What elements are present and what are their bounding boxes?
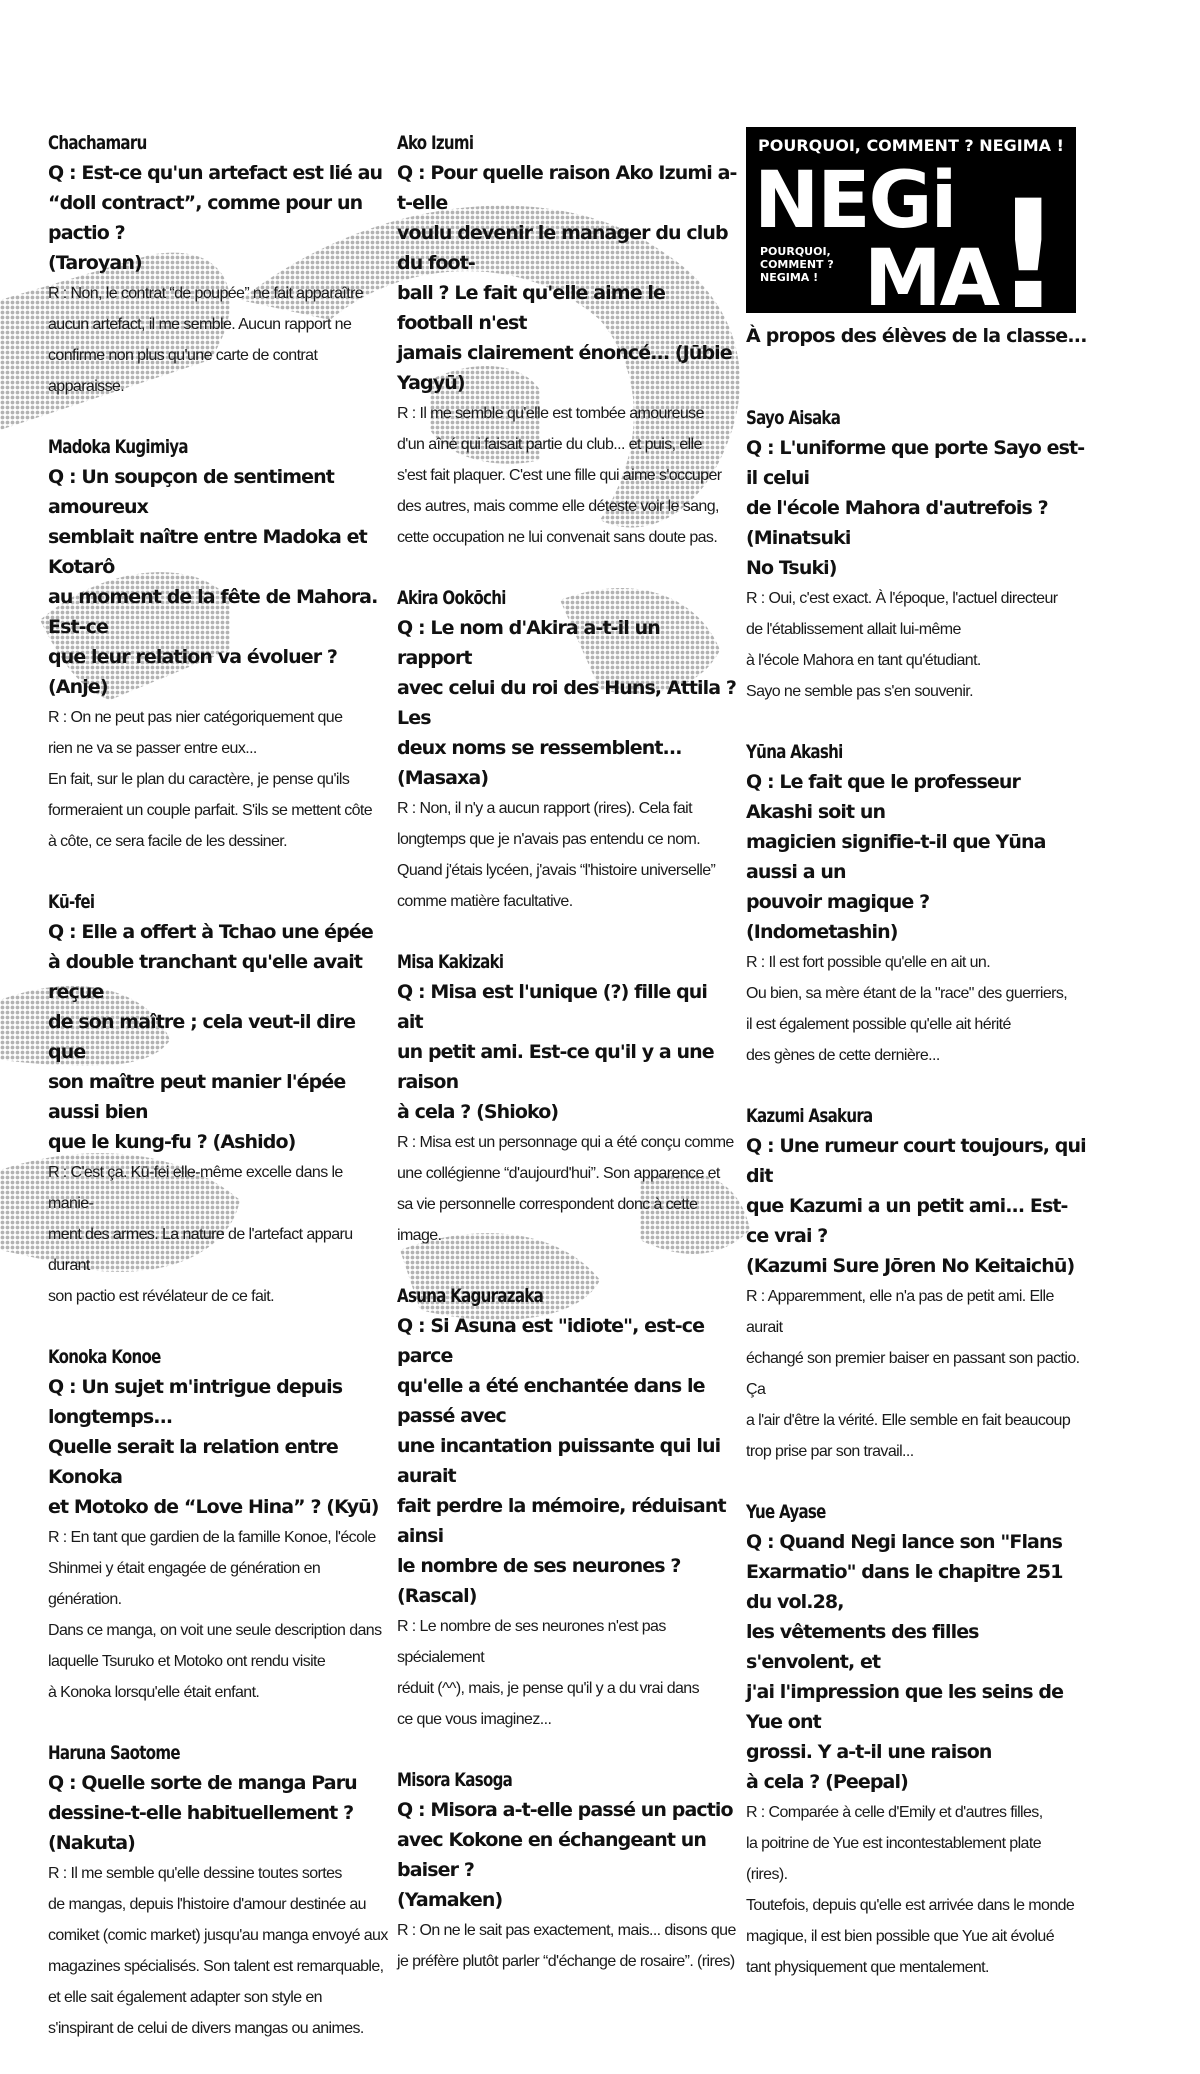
logo-exclaim: ! bbox=[994, 169, 1063, 313]
question: Q : L'uniforme que porte Sayo est-il celui de l'école Mahora d'autrefois ? (Minatsuki No Tsuki) bbox=[746, 437, 1085, 579]
question: Q : Quelle sorte de manga Paru dessine-t-elle habituellement ? (Nakuta) bbox=[48, 1772, 357, 1854]
answer: R : Il est fort possible qu'elle en ait un. Ou bien, sa mère étant de la "race" des guerriers, il est également possible qu'elle ait hérité des gènes de cette dernière... bbox=[746, 954, 1068, 1064]
student-name: Asuna Kagurazaka bbox=[397, 1285, 544, 1307]
question: Q : Si Asuna est "idiote", est-ce parce qu'elle a été enchantée dans le passé avec une incantation puissante qui lui aurait fait perdre la mémoire, réduisant ainsi le nombre de ses neurones ? (Rascal) bbox=[397, 1315, 726, 1607]
negima-logo-art bbox=[746, 127, 1076, 313]
answer: R : Il me semble qu'elle dessine toutes sortes de mangas, depuis l'histoire d'amour destinée au comiket (comic market) jusqu'au manga envoyé aux magazines spécialisés. Son talent est remarquable, et elle sait également adapter son style en s'inspirant de celui de divers mangas ou animes. bbox=[48, 1865, 388, 2037]
answer: R : Le nombre de ses neurones n'est pas spécialement réduit (^^), mais, je pense qu'il y a du vrai dans ce que vous imaginez... bbox=[397, 1618, 700, 1728]
logo-small-line-3: NEGIMA ! bbox=[760, 271, 819, 284]
student-name: Misora Kasoga bbox=[397, 1769, 513, 1791]
question: Q : Misa est l'unique (?) fille qui ait un petit ami. Est-ce qu'il y a une raison à cela ? (Shioko) bbox=[397, 981, 714, 1123]
answer: R : Oui, c'est exact. À l'époque, l'actuel directeur de l'établissement allait lui-même à l'école Mahora en tant qu'étudiant. Sayo ne semble pas s'en souvenir. bbox=[746, 590, 1058, 700]
column-3-entries bbox=[746, 403, 1086, 2013]
question: Q : Le nom d'Akira a-t-il un rapport avec celui du roi des Huns, Attila ? Les deux noms se ressemblent... (Masaxa) bbox=[397, 617, 737, 789]
logo-small-line-2: COMMENT ? bbox=[760, 258, 834, 271]
negima-logo bbox=[746, 127, 1076, 313]
qa-entry bbox=[746, 1101, 1086, 1467]
answer: R : Misa est un personnage qui a été conçu comme une collégienne “d'aujourd'hui”. Son apparence et sa vie personnelle correspondent donc à cette image. bbox=[397, 1134, 734, 1244]
column-1 bbox=[48, 128, 388, 2074]
qa-entry bbox=[746, 1497, 1086, 1983]
answer: R : Il me semble qu'elle est tombée amoureuse d'un aîné qui faisait partie du club... et puis, elle s'est fait plaquer. C'est une fille qui aime s'occuper des autres, mais comme elle déteste voir le sang, cette occupation ne lui convenait sans doute pas. bbox=[397, 405, 722, 546]
question: Q : Un sujet m'intrigue depuis longtemps... Quelle serait la relation entre Konoka et Motoko de “Love Hina” ? (Kyū) bbox=[48, 1376, 379, 1518]
qa-entry bbox=[48, 1342, 388, 1708]
student-name: Yue Ayase bbox=[746, 1501, 826, 1523]
student-name: Kū-fei bbox=[48, 891, 95, 913]
logo-banner: POURQUOI, COMMENT ? NEGIMA ! bbox=[758, 136, 1064, 155]
column-2 bbox=[397, 128, 737, 2007]
answer: R : On ne le sait pas exactement, mais... disons que je préfère plutôt parler “d'échange de rosaire”. (rires) bbox=[397, 1922, 736, 1970]
student-name: Ako Izumi bbox=[397, 132, 474, 154]
qa-entry bbox=[397, 128, 737, 553]
section-heading-about: À propos des élèves de la classe... bbox=[746, 325, 1087, 347]
student-name: Akira Ookōchi bbox=[397, 587, 506, 609]
student-name: Konoka Konoe bbox=[48, 1346, 161, 1368]
student-name: Sayo Aisaka bbox=[746, 407, 841, 429]
logo-title-bottom: MA bbox=[864, 234, 998, 313]
question: Q : Quand Negi lance son "Flans Exarmatio" dans le chapitre 251 du vol.28, les vêtements des filles s'envolent, et j'ai l'impression que les seins de Yue ont grossi. Y a-t-il une raison à cela ? (Peepal) bbox=[746, 1531, 1064, 1793]
student-name: Misa Kakizaki bbox=[397, 951, 504, 973]
answer: R : Apparemment, elle n'a pas de petit ami. Elle aurait échangé son premier baiser en passant son pactio. Ça a l'air d'être la vérité. Elle semble en fait beaucoup trop prise par son travail... bbox=[746, 1288, 1080, 1460]
student-name: Haruna Saotome bbox=[48, 1742, 180, 1764]
answer: R : C'est ça. Kū-fei elle-même excelle dans le manie- ment des armes. La nature de l'artefact apparu durant son pactio est révélateur de ce fait. bbox=[48, 1164, 353, 1305]
qa-entry bbox=[397, 583, 737, 917]
qa-entry bbox=[746, 737, 1086, 1071]
qa-entry bbox=[397, 1281, 737, 1735]
answer: R : Comparée à celle d'Emily et d'autres filles, la poitrine de Yue est incontestablement plate (rires). Toutefois, depuis qu'elle est arrivée dans le monde magique, il est bien possible que Yue ait évolué tant physiquement que mentalement. bbox=[746, 1804, 1075, 1976]
qa-entry bbox=[48, 887, 388, 1312]
question: Q : Un soupçon de sentiment amoureux semblait naître entre Madoka et Kotarô au moment de la fête de Mahora. Est-ce que leur relation va évoluer ? (Anje) bbox=[48, 466, 378, 698]
qa-entry bbox=[48, 432, 388, 857]
qa-entry bbox=[48, 128, 388, 402]
student-name: Chachamaru bbox=[48, 132, 147, 154]
qa-entry bbox=[397, 1765, 737, 1977]
question: Q : Pour quelle raison Ako Izumi a-t-elle voulu devenir le manager du club du foot- ball ? Le fait qu'elle aime le football n'est jamais clairement énoncé... (Jūbie Yagyū) bbox=[397, 162, 737, 394]
logo-title-top: NEGi bbox=[754, 156, 956, 246]
logo-small-line-1: POURQUOI, bbox=[760, 245, 831, 258]
answer: R : Non, il n'y a aucun rapport (rires). Cela fait longtemps que je n'avais pas entendu ce nom. Quand j'étais lycéen, j'avais “l'histoire universelle” comme matière facultative. bbox=[397, 800, 716, 910]
question: Q : Elle a offert à Tchao une épée à double tranchant qu'elle avait reçue de son maître ; cela veut-il dire que son maître peut manier l'épée aussi bien que le kung-fu ? (Ashido) bbox=[48, 921, 373, 1153]
qa-entry bbox=[397, 947, 737, 1251]
qa-entry bbox=[48, 1738, 388, 2044]
question: Q : Misora a-t-elle passé un pactio avec Kokone en échangeant un baiser ? (Yamaken) bbox=[397, 1799, 733, 1911]
qa-entry bbox=[746, 403, 1086, 707]
question: Q : Une rumeur court toujours, qui dit que Kazumi a un petit ami... Est-ce vrai ? (Kazumi Sure Jōren No Keitaichū) bbox=[746, 1135, 1086, 1277]
student-name: Kazumi Asakura bbox=[746, 1105, 873, 1127]
answer: R : Non, le contrat “de poupée” ne fait apparaître aucun artefact, il me semble. Aucun rapport ne confirme non plus qu'une carte de contrat apparaisse. bbox=[48, 285, 364, 395]
answer: R : En tant que gardien de la famille Konoe, l'école Shinmei y était engagée de génération en génération. Dans ce manga, on voit une seule description dans laquelle Tsuruko et Motoko ont rendu visite à Konoka lorsqu'elle était enfant. bbox=[48, 1529, 382, 1701]
student-name: Madoka Kugimiya bbox=[48, 436, 188, 458]
question: Q : Le fait que le professeur Akashi soit un magicien signifie-t-il que Yūna aussi a un pouvoir magique ? (Indometashin) bbox=[746, 771, 1046, 943]
question: Q : Est-ce qu'un artefact est lié au “doll contract”, comme pour un pactio ? (Taroyan) bbox=[48, 162, 383, 274]
answer: R : On ne peut pas nier catégoriquement que rien ne va se passer entre eux... En fait, sur le plan du caractère, je pense qu'ils formeraient un couple parfait. S'ils se mettent côte à côte, ce sera facile de les dessiner. bbox=[48, 709, 373, 850]
student-name: Yūna Akashi bbox=[746, 741, 843, 763]
